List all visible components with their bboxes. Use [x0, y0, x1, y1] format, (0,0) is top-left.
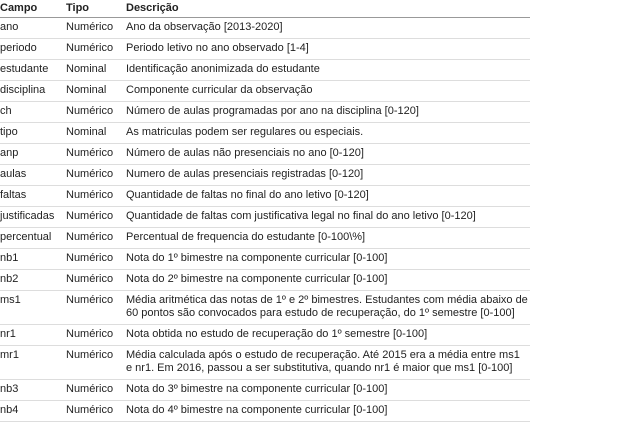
- cell-campo: faltas: [0, 186, 62, 207]
- cell-descricao: Nota obtida no estudo de recuperação do 1º semestre [0-100]: [122, 325, 530, 346]
- cell-campo: nb4: [0, 401, 62, 422]
- cell-campo: mr1: [0, 346, 62, 380]
- table-row: [0, 228, 530, 249]
- cell-tipo: Numérico: [62, 380, 122, 401]
- table-row: [0, 123, 530, 144]
- header-row: [0, 0, 530, 18]
- table-row: [0, 325, 530, 346]
- table-body: [0, 18, 530, 422]
- cell-descricao: Quantidade de faltas com justificativa legal no final do ano letivo [0-120]: [122, 207, 530, 228]
- cell-campo: estudante: [0, 60, 62, 81]
- cell-campo: ms1: [0, 291, 62, 325]
- cell-tipo: Numérico: [62, 270, 122, 291]
- cell-campo: ano: [0, 18, 62, 39]
- cell-tipo: Numérico: [62, 165, 122, 186]
- cell-descricao: Nota do 1º bimestre na componente curricular [0-100]: [122, 249, 530, 270]
- header-descricao: Descrição: [122, 0, 530, 18]
- cell-descricao: Número de aulas programadas por ano na disciplina [0-120]: [122, 102, 530, 123]
- cell-tipo: Numérico: [62, 228, 122, 249]
- cell-descricao: As matriculas podem ser regulares ou especiais.: [122, 123, 530, 144]
- cell-tipo: Numérico: [62, 207, 122, 228]
- table-header: [0, 0, 530, 18]
- cell-campo: nb1: [0, 249, 62, 270]
- cell-descricao: Percentual de frequencia do estudante [0-100\%]: [122, 228, 530, 249]
- table-row: [0, 380, 530, 401]
- cell-descricao: Nota do 3º bimestre na componente curricular [0-100]: [122, 380, 530, 401]
- cell-descricao: Ano da observação [2013-2020]: [122, 18, 530, 39]
- cell-descricao: Numero de aulas presenciais registradas [0-120]: [122, 165, 530, 186]
- cell-tipo: Numérico: [62, 291, 122, 325]
- header-campo: Campo: [0, 0, 62, 18]
- table-row: [0, 270, 530, 291]
- cell-tipo: Numérico: [62, 401, 122, 422]
- cell-descricao: Periodo letivo no ano observado [1-4]: [122, 39, 530, 60]
- cell-campo: anp: [0, 144, 62, 165]
- cell-campo: disciplina: [0, 81, 62, 102]
- cell-campo: justificadas: [0, 207, 62, 228]
- cell-tipo: Numérico: [62, 18, 122, 39]
- cell-campo: nr1: [0, 325, 62, 346]
- cell-descricao: Média aritmética das notas de 1º e 2º bimestres. Estudantes com média abaixo de 60 pontos são convocados para estudo de recuperação, do 1º semestre [0-100]: [122, 291, 530, 325]
- cell-tipo: Nominal: [62, 60, 122, 81]
- table-row: [0, 186, 530, 207]
- cell-descricao: Quantidade de faltas no final do ano letivo [0-120]: [122, 186, 530, 207]
- cell-tipo: Numérico: [62, 346, 122, 380]
- cell-tipo: Numérico: [62, 144, 122, 165]
- cell-tipo: Numérico: [62, 325, 122, 346]
- cell-campo: percentual: [0, 228, 62, 249]
- cell-campo: nb3: [0, 380, 62, 401]
- table-row: [0, 401, 530, 422]
- cell-campo: tipo: [0, 123, 62, 144]
- table-row: [0, 102, 530, 123]
- cell-tipo: Numérico: [62, 39, 122, 60]
- table-row: [0, 60, 530, 81]
- cell-campo: aulas: [0, 165, 62, 186]
- table-row: [0, 144, 530, 165]
- table-row: [0, 291, 530, 325]
- cell-tipo: Nominal: [62, 81, 122, 102]
- cell-campo: ch: [0, 102, 62, 123]
- cell-descricao: Componente curricular da observação: [122, 81, 530, 102]
- table-row: [0, 39, 530, 60]
- cell-campo: nb2: [0, 270, 62, 291]
- cell-tipo: Numérico: [62, 102, 122, 123]
- cell-tipo: Numérico: [62, 249, 122, 270]
- cell-tipo: Nominal: [62, 123, 122, 144]
- table-row: [0, 18, 530, 39]
- header-tipo: Tipo: [62, 0, 122, 18]
- table-row: [0, 81, 530, 102]
- cell-campo: periodo: [0, 39, 62, 60]
- cell-tipo: Numérico: [62, 186, 122, 207]
- cell-descricao: Identificação anonimizada do estudante: [122, 60, 530, 81]
- table-row: [0, 346, 530, 380]
- table-row: [0, 165, 530, 186]
- cell-descricao: Média calculada após o estudo de recuperação. Até 2015 era a média entre ms1 e nr1. Em 2016, passou a ser substitutiva, quando nr1 é maior que ms1 [0-100]: [122, 346, 530, 380]
- cell-descricao: Número de aulas não presenciais no ano [0-120]: [122, 144, 530, 165]
- table-row: [0, 207, 530, 228]
- cell-descricao: Nota do 2º bimestre na componente curricular [0-100]: [122, 270, 530, 291]
- table-row: [0, 249, 530, 270]
- cell-descricao: Nota do 4º bimestre na componente curricular [0-100]: [122, 401, 530, 422]
